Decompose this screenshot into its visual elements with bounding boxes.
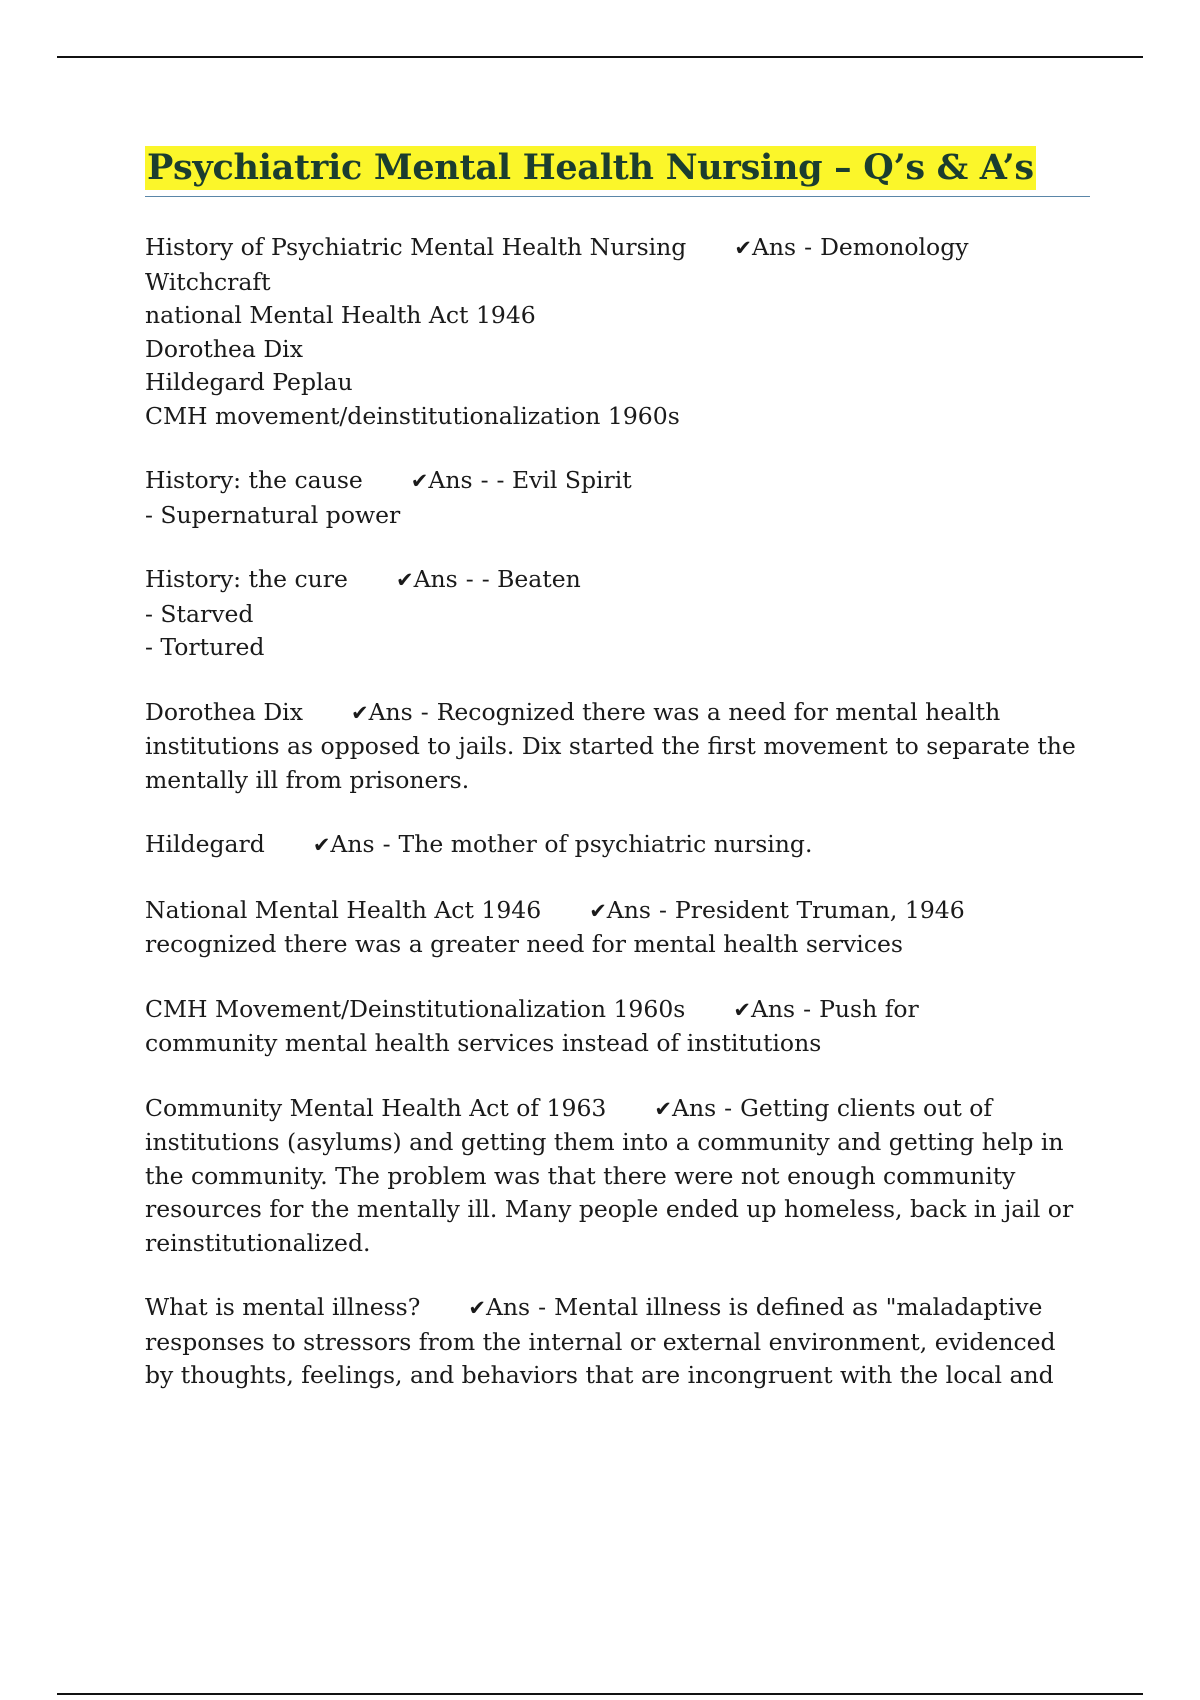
checkmark-icon: ✔	[395, 568, 414, 592]
answer-separator: -	[538, 1293, 547, 1321]
answer-separator: -	[724, 1093, 733, 1122]
title-block	[145, 146, 1090, 197]
answer-line: community mental health services instead of institutions	[145, 1029, 822, 1057]
qa-item	[145, 231, 1090, 433]
question-text: National Mental Health Act 1946	[145, 895, 542, 924]
qa-item	[145, 1291, 1090, 1393]
qa-item	[145, 894, 1090, 962]
qa-list	[145, 231, 1090, 1393]
qa-first-line	[145, 894, 1090, 929]
qa-item	[145, 993, 1090, 1061]
answer-separator: -	[803, 994, 812, 1023]
answer-line: Witchcraft	[145, 267, 271, 296]
answer-line: Hildegard Peplau	[145, 368, 353, 396]
answer-line: CMH movement/deinstitutionalization 1960s	[145, 401, 680, 430]
question-text: History: the cure	[145, 565, 348, 593]
document-title: Psychiatric Mental Health Nursing – Q’s & A’s	[147, 147, 1034, 188]
answer-separator: -	[382, 830, 391, 858]
answer-line: the community. The problem was that there were not enough community	[145, 1161, 1016, 1190]
answer-text: President Truman, 1946	[674, 895, 965, 924]
qa-item	[145, 828, 1090, 863]
answer-text: - Evil Spirit	[496, 466, 632, 494]
answer-separator: -	[480, 466, 489, 494]
document-body	[145, 146, 1090, 1424]
answer-line: institutions as opposed to jails. Dix started the first movement to separate the	[145, 732, 1076, 760]
answer-label: Ans	[750, 994, 796, 1023]
answer-line: reinstitutionalized.	[145, 1228, 371, 1257]
answer-label: Ans	[751, 233, 797, 261]
answer-text: Demonology	[820, 233, 969, 261]
qa-item	[145, 696, 1090, 798]
qa-item	[145, 1092, 1090, 1261]
checkmark-icon: ✔	[410, 469, 429, 493]
checkmark-icon: ✔	[350, 700, 369, 725]
answer-separator: -	[465, 565, 474, 593]
answer-separator: -	[804, 233, 813, 261]
qa-first-line	[145, 993, 1090, 1028]
answer-text: Recognized there was a need for mental health	[436, 697, 1001, 726]
checkmark-icon: ✔	[589, 898, 607, 923]
answer-line: by thoughts, feelings, and behaviors that are incongruent with the local and	[145, 1361, 1054, 1389]
answer-separator: -	[658, 895, 667, 924]
bottom-rule	[57, 1693, 1143, 1695]
answer-label: Ans	[485, 1293, 531, 1321]
answer-line: mentally ill from prisoners.	[145, 765, 470, 794]
qa-item	[145, 464, 1090, 532]
qa-first-line	[145, 231, 1090, 266]
answer-line: responses to stressors from the internal or external environment, evidenced	[145, 1327, 1056, 1356]
question-text: Community Mental Health Act of 1963	[145, 1093, 607, 1122]
answer-text: Getting clients out of	[740, 1093, 993, 1122]
qa-first-line	[145, 828, 1090, 863]
qa-first-line	[145, 1291, 1090, 1326]
answer-text: Mental illness is defined as "maladaptive	[554, 1293, 1043, 1321]
answer-line: - Tortured	[145, 633, 265, 661]
checkmark-icon: ✔	[654, 1096, 672, 1121]
answer-line: - Starved	[145, 599, 254, 628]
checkmark-icon: ✔	[733, 997, 751, 1022]
answer-line: resources for the mentally ill. Many people ended up homeless, back in jail or	[145, 1195, 1074, 1223]
answer-label: Ans	[671, 1093, 717, 1122]
checkmark-icon: ✔	[734, 236, 752, 260]
question-text: What is mental illness?	[145, 1293, 421, 1321]
answer-label: Ans	[428, 466, 473, 494]
answer-label: Ans	[368, 697, 413, 726]
checkmark-icon: ✔	[312, 833, 331, 857]
top-rule	[57, 56, 1143, 58]
question-text: CMH Movement/Deinstitutionalization 1960s	[145, 994, 686, 1023]
question-text: Hildegard	[145, 830, 265, 858]
answer-line: national Mental Health Act 1946	[145, 301, 536, 329]
answer-label: Ans	[330, 830, 375, 858]
answer-text: Push for	[819, 994, 919, 1023]
qa-first-line	[145, 464, 1090, 499]
answer-separator: -	[420, 697, 429, 726]
answer-line: - Supernatural power	[145, 500, 401, 529]
answer-label: Ans	[413, 565, 458, 593]
checkmark-icon: ✔	[468, 1296, 486, 1320]
qa-first-line	[145, 696, 1090, 731]
question-text: Dorothea Dix	[145, 697, 303, 726]
qa-first-line	[145, 1092, 1090, 1127]
answer-text: The mother of psychiatric nursing.	[398, 830, 813, 858]
answer-line: Dorothea Dix	[145, 334, 303, 363]
answer-label: Ans	[606, 895, 651, 924]
qa-item	[145, 563, 1090, 665]
qa-first-line	[145, 563, 1090, 598]
question-text: History: the cause	[145, 466, 363, 494]
answer-text: - Beaten	[481, 565, 581, 593]
answer-line: recognized there was a greater need for mental health services	[145, 930, 903, 958]
question-text: History of Psychiatric Mental Health Nursing	[145, 233, 687, 261]
answer-line: institutions (asylums) and getting them into a community and getting help in	[145, 1128, 1064, 1156]
